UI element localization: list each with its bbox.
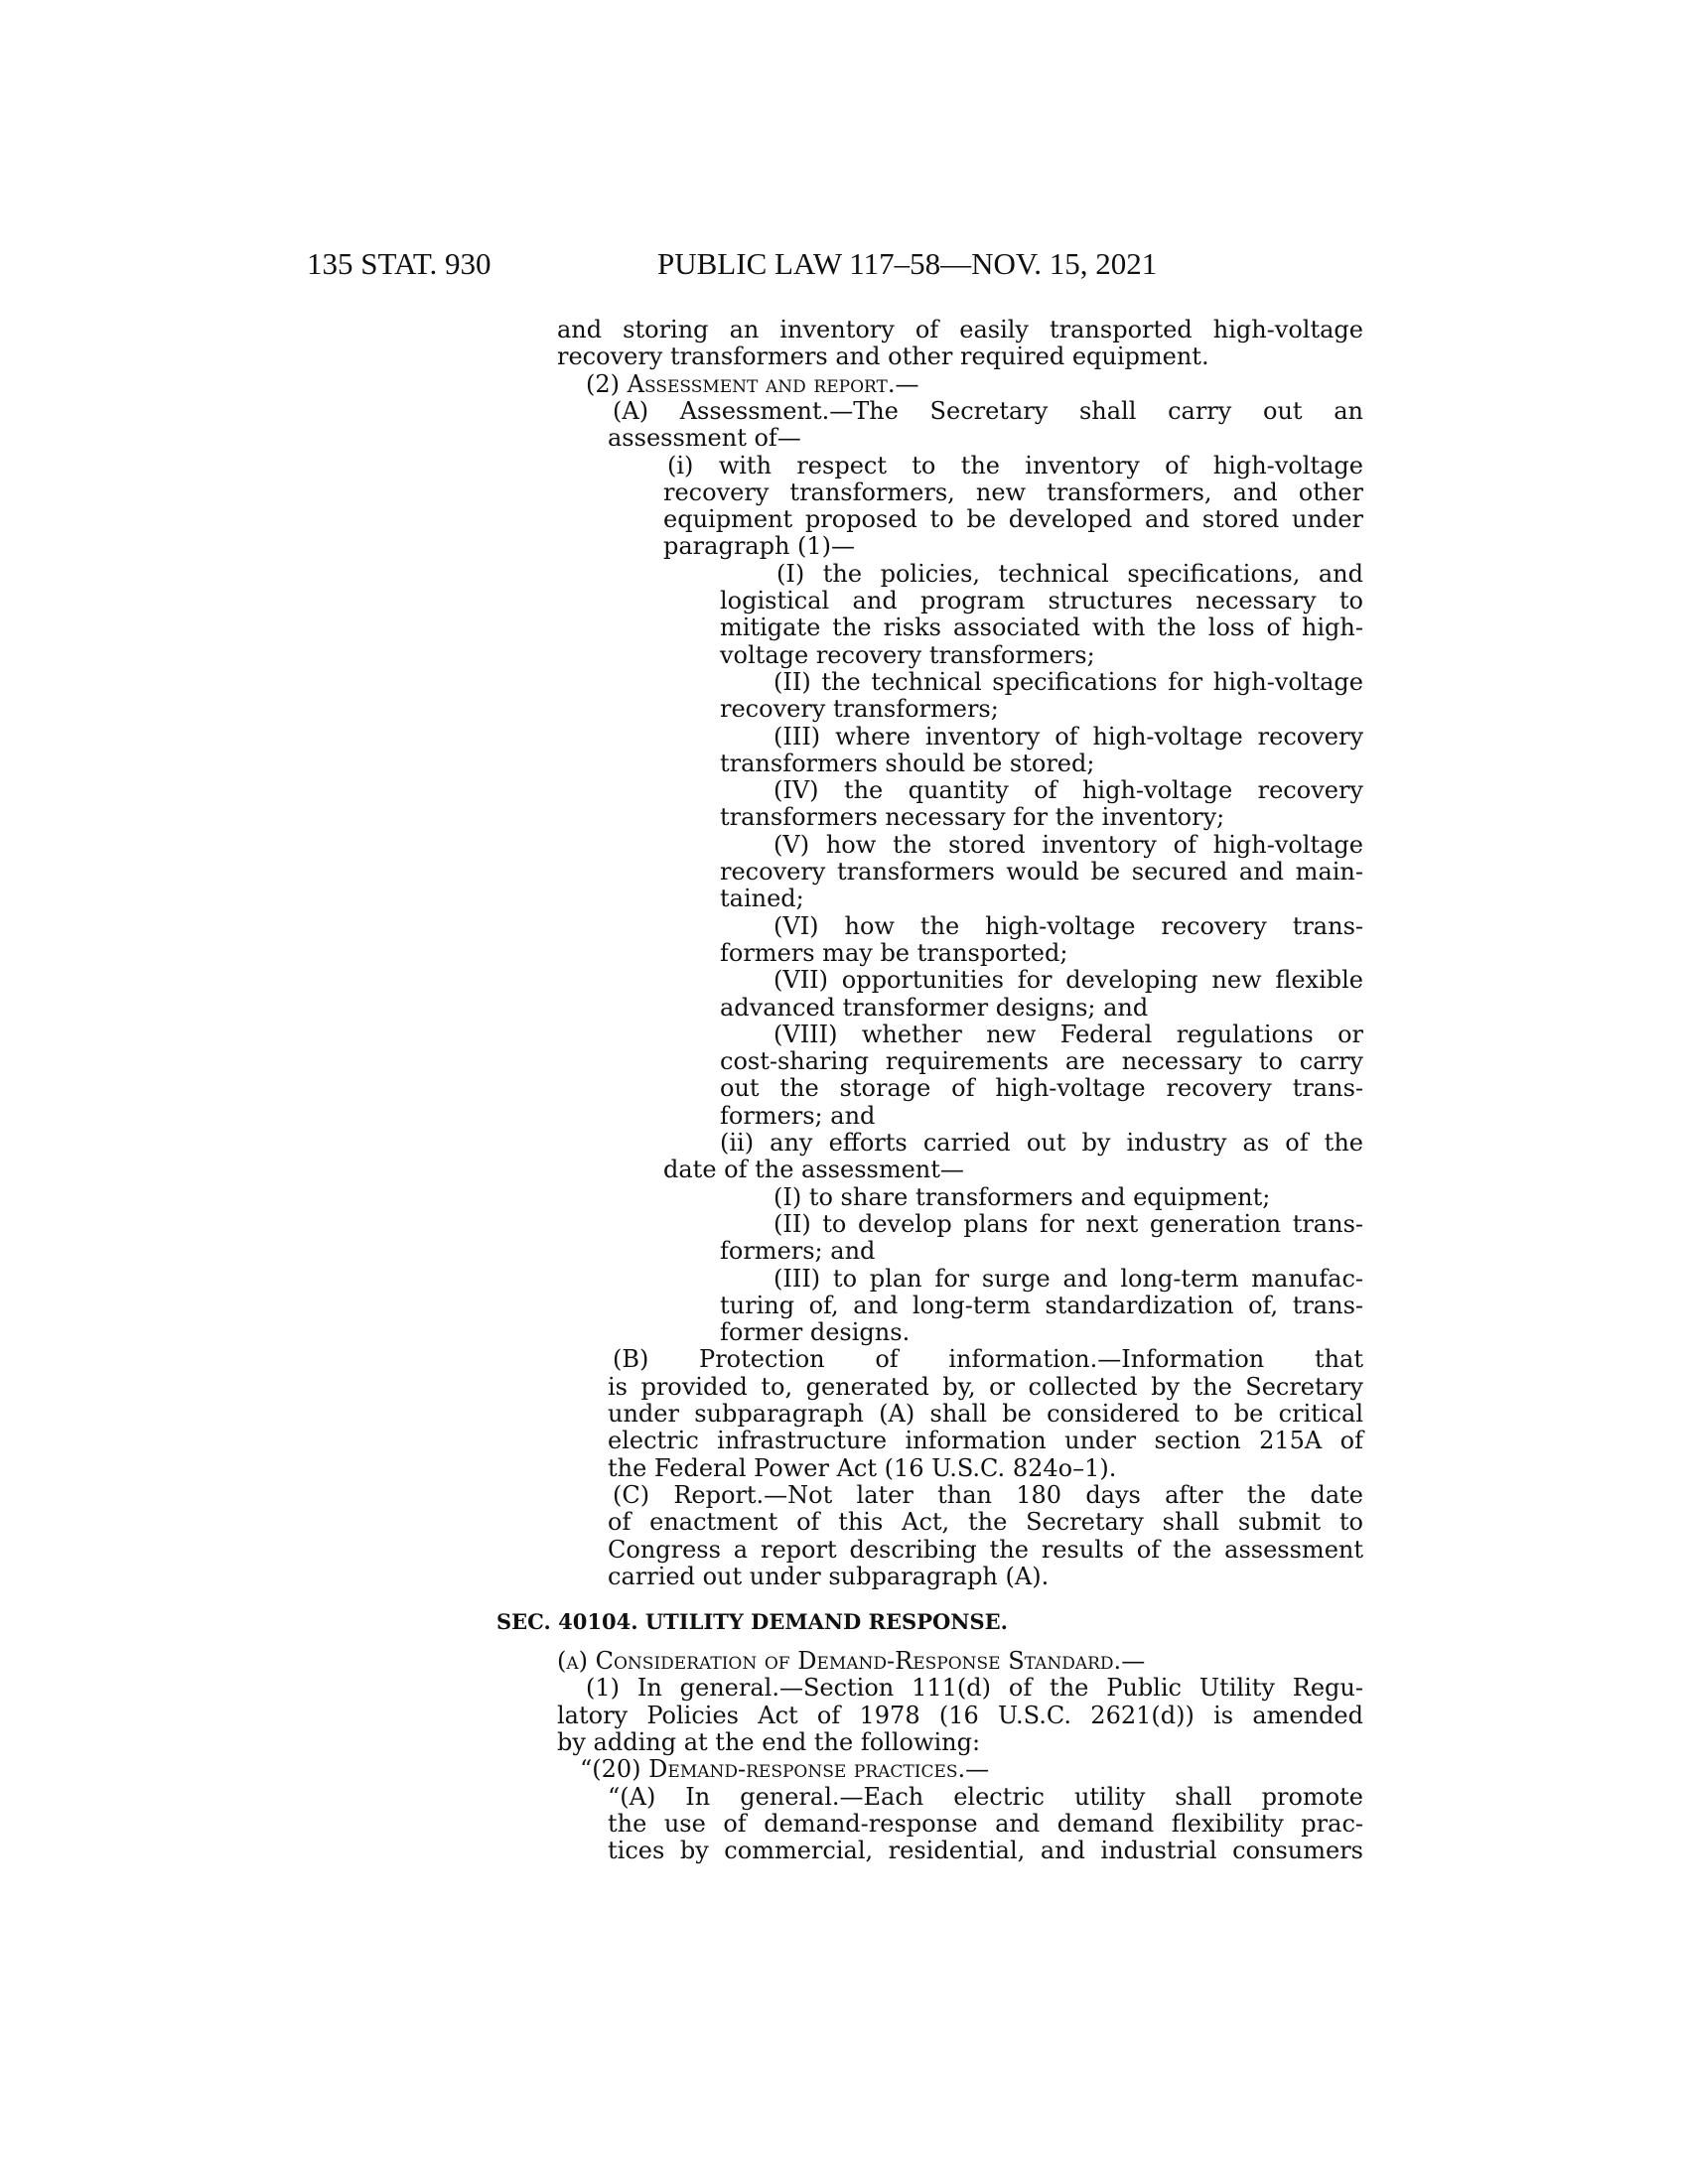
text-line: by adding at the end the following: [557, 1728, 981, 1756]
text-line: cost-sharing requirements are necessary to carry [720, 1047, 1363, 1075]
subsection-heading: (a) Consideration of Demand-Response Standard.— [557, 1647, 1146, 1675]
text-line: under subparagraph (A) shall be considered to be critical [608, 1400, 1363, 1428]
text-line: (1) In general.—Section 111(d) of the Public Utility Regu- [586, 1674, 1363, 1702]
text-line: (V) how the stored inventory of high-voltage [774, 831, 1363, 859]
text-line: recovery transformers, new transformers, and other [663, 478, 1363, 506]
text-line: (III) to plan for surge and long-term manufac- [774, 1265, 1363, 1293]
text-line: electric infrastructure information under section 215A of [608, 1427, 1363, 1454]
text-line: the use of demand-response and demand flexibility prac- [608, 1810, 1363, 1838]
text-line: (II) the technical specifications for high-voltage [774, 668, 1363, 696]
text-line: date of the assessment— [663, 1156, 964, 1183]
text-line: (VII) opportunities for developing new flexible [774, 966, 1363, 994]
text-line: paragraph (1)— [663, 532, 856, 560]
text-line: (B) Protection of information.—Information that [613, 1345, 1363, 1373]
paragraph-heading: “(20) Demand-response practices.— [580, 1755, 990, 1783]
text-line: former designs. [720, 1318, 911, 1346]
text-line: tices by commercial, residential, and industrial consumers [608, 1837, 1363, 1864]
statute-page-number: 135 STAT. 930 [307, 246, 492, 281]
text-line: recovery transformers and other required equipment. [557, 342, 1209, 370]
text-line: turing of, and long-term standardization of, trans- [720, 1292, 1363, 1319]
text-line: (i) with respect to the inventory of high-voltage [667, 452, 1363, 479]
text-line: “(A) In general.—Each electric utility shall promote [608, 1783, 1363, 1811]
text-line: (I) to share transformers and equipment; [774, 1183, 1271, 1211]
text-line: logistical and program structures necessary to [720, 587, 1363, 614]
text-line: carried out under subparagraph (A). [608, 1563, 1050, 1590]
text-line: is provided to, generated by, or collected by the Secretary [608, 1373, 1363, 1401]
text-line: recovery transformers would be secured and main- [720, 858, 1363, 886]
text-line: assessment of— [608, 424, 801, 452]
text-line: formers; and [720, 1102, 876, 1130]
text-line: transformers should be stored; [720, 750, 1095, 777]
page-header [0, 246, 1688, 286]
public-law-citation: PUBLIC LAW 117–58—NOV. 15, 2021 [657, 246, 1158, 281]
text-line: mitigate the risks associated with the loss of high- [720, 614, 1363, 641]
text-line: (II) to develop plans for next generation trans- [774, 1210, 1363, 1238]
text-line: (C) Report.—Not later than 180 days after the date [613, 1481, 1363, 1509]
text-line: advanced transformer designs; and [720, 994, 1149, 1022]
text-line: (III) where inventory of high-voltage recovery [774, 723, 1363, 751]
text-line: (ii) any efforts carried out by industry as of the [720, 1129, 1363, 1157]
text-line: tained; [720, 885, 804, 912]
text-line: (IV) the quantity of high-voltage recovery [774, 776, 1363, 804]
text-line: Congress a report describing the results of the assessment [608, 1536, 1363, 1564]
text-line: formers; and [720, 1237, 876, 1265]
text-line: (VIII) whether new Federal regulations or [774, 1021, 1363, 1048]
text-line: the Federal Power Act (16 U.S.C. 824o–1). [608, 1454, 1117, 1482]
text-line: (I) the policies, technical specifications, and [776, 560, 1363, 588]
text-line: equipment proposed to be developed and stored under [663, 505, 1363, 533]
text-line: latory Policies Act of 1978 (16 U.S.C. 2621(d)) is amended [557, 1702, 1363, 1729]
text-line: out the storage of high-voltage recovery trans- [720, 1074, 1363, 1102]
text-line: formers may be transported; [720, 939, 1068, 967]
text-line: and storing an inventory of easily transported high-voltage [557, 316, 1363, 343]
section-heading: SEC. 40104. UTILITY DEMAND RESPONSE. [496, 1609, 1008, 1634]
text-line: voltage recovery transformers; [720, 641, 1095, 669]
text-line: recovery transformers; [720, 695, 999, 723]
text-line: transformers necessary for the inventory; [720, 803, 1225, 831]
text-line: (A) Assessment.—The Secretary shall carry out an [613, 397, 1363, 425]
paragraph-heading: (2) Assessment and report.— [586, 370, 919, 398]
text-line: of enactment of this Act, the Secretary shall submit to [608, 1508, 1363, 1536]
text-line: (VI) how the high-voltage recovery trans- [774, 912, 1363, 940]
